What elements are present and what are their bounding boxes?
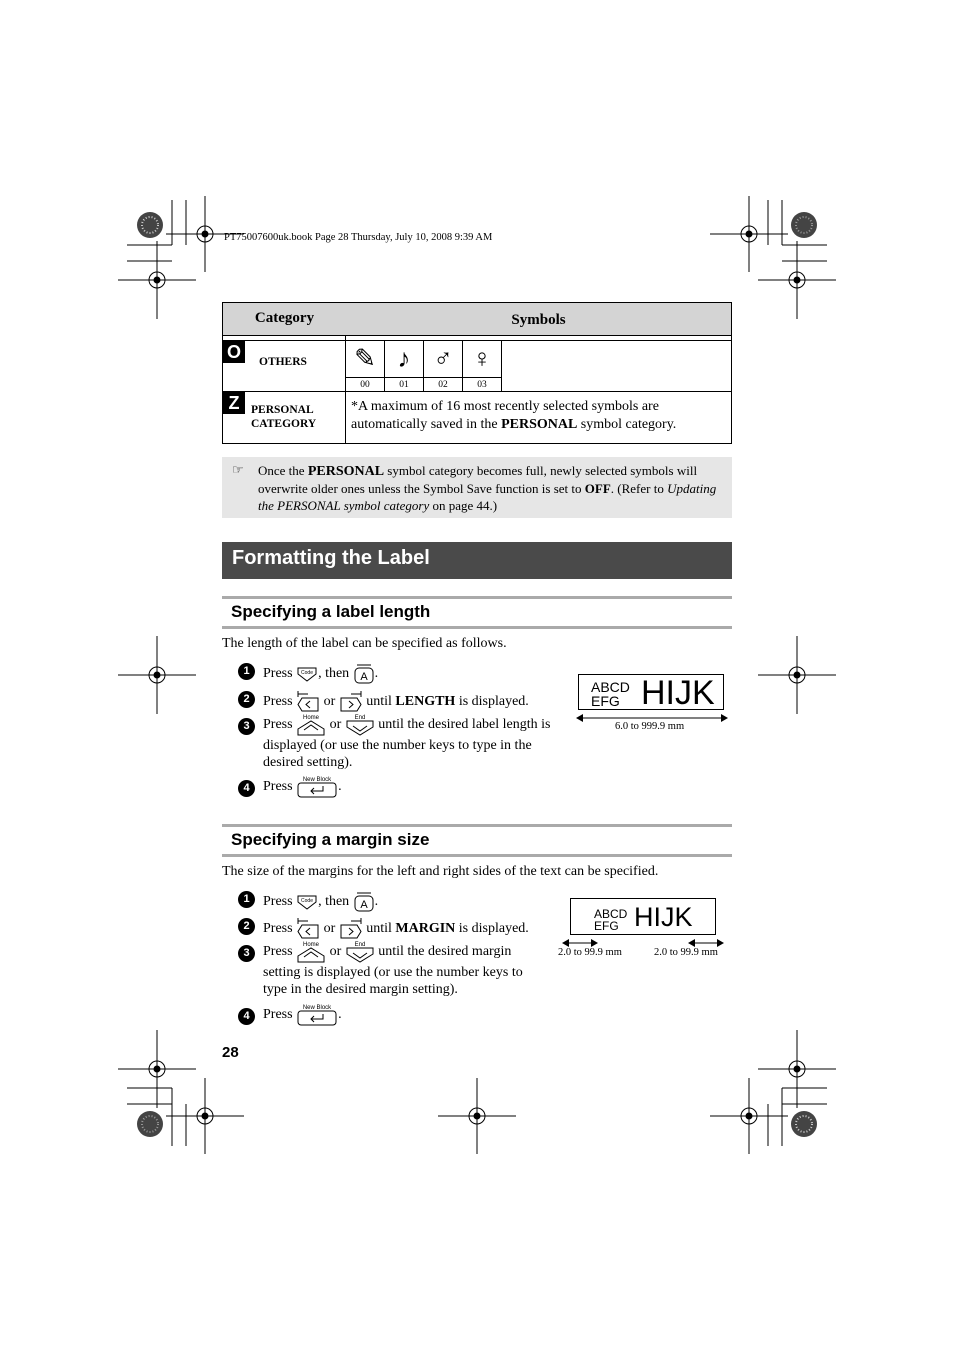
step-number: 1 [238,663,255,680]
subheading-text: Specifying a label length [231,602,431,621]
step-number: 3 [238,718,255,735]
subheading-label-length [222,596,732,629]
label-length-illustration: ABCD EFG HIJK [578,674,724,710]
svg-text:A: A [360,899,368,911]
left-margin-range-label: 2.0 to 99.9 mm [558,947,622,958]
section-title: Formatting the Label [232,547,430,569]
margin-step-3: Press Home or End until the desired margin setting is displayed (or use the number keys to type in the desired margin setting). [263,942,523,997]
subheading-margin-size [222,824,732,857]
svg-text:New Block: New Block [302,777,332,783]
margin-step-2: Press or until MARGIN is displayed. [263,918,529,940]
step-number: 2 [238,691,255,708]
svg-text:End: End [354,715,366,721]
category-name-category: CATEGORY [251,418,317,430]
up-home-key-icon [296,940,326,964]
cell-divider [423,341,424,392]
symbol-code: 03 [477,380,487,390]
margin-step-4: Press New Block . [263,1003,342,1027]
symbol-code: 02 [438,380,448,390]
category-letter-o: O [223,341,245,363]
symbol-code: 01 [399,380,409,390]
note-box [222,457,732,518]
svg-text:Home: Home [303,715,320,721]
step-number: 2 [238,918,255,935]
subheading-text: Specifying a margin size [231,830,430,849]
a-key-icon [353,663,375,685]
label-margin-illustration: ABCD EFG HIJK [570,898,716,935]
right-margin-range-label: 2.0 to 99.9 mm [654,947,718,958]
category-letter-z: Z [223,392,245,414]
enter-new-block-key-icon [296,775,338,799]
left-key-icon [296,691,320,713]
table-divider [223,391,731,392]
step-number: 4 [238,1008,255,1025]
length-step-1: Press Code , then A . [263,663,378,685]
margin-step-1: Press Code , then A . [263,891,378,913]
cell-divider [501,341,502,392]
a-key-icon [353,891,375,913]
step-number: 1 [238,891,255,908]
cell-divider [346,377,501,378]
left-key-icon [296,918,320,940]
symbol-code: 00 [360,380,370,390]
svg-text:New Block: New Block [302,1005,332,1011]
table-divider [223,335,731,336]
enter-new-block-key-icon [296,1003,338,1027]
symbol-table [222,302,732,444]
length-step-2: Press or until LENGTH is displayed. [263,691,529,713]
step-number: 3 [238,945,255,962]
cell-divider [384,341,385,392]
up-home-key-icon [296,713,326,737]
note-text: Once the PERSONAL symbol category becomes full, newly selected symbols will overwrite older ones unless the Symbol Save function is set to OFF. (Refer to Updating the PERSONAL symbol category on page 44.) [258,463,717,513]
length-step-4: Press New Block . [263,775,342,799]
down-end-key-icon [345,713,375,737]
category-header: Category [223,303,347,335]
section-title-bar [222,542,732,579]
code-key-icon [296,894,318,910]
length-intro: The length of the label can be specified as follows. [222,636,507,651]
pencil-icon: ✎ [354,344,376,373]
down-end-key-icon [345,940,375,964]
page-number: 28 [222,1044,239,1061]
step-number: 4 [238,780,255,797]
music-note-icon: ♪ [397,344,411,373]
symbols-header: Symbols [346,303,731,335]
svg-text:End: End [354,942,366,948]
code-key-icon [296,666,318,682]
svg-text:Home: Home [303,942,320,948]
svg-text:A: A [360,671,368,683]
hand-pointer-icon: ☞ [232,462,244,477]
margin-intro: The size of the margins for the left and right sides of the text can be specified. [222,864,659,879]
book-info-line: PT75007600uk.book Page 28 Thursday, July 10, 2008 9:39 AM [224,232,493,243]
right-key-icon [339,691,363,713]
length-range-label: 6.0 to 999.9 mm [615,721,685,732]
female-symbol-icon: ♀ [472,344,492,373]
category-name-others: OTHERS [259,356,307,368]
svg-text:Code: Code [301,898,314,904]
cell-divider [462,341,463,392]
length-step-3: Press Home or End until the desired label length is displayed (or use the number keys to type in the desired setting). [263,715,551,770]
male-symbol-icon: ♂ [433,344,453,373]
personal-description: *A maximum of 16 most recently selected symbols are automatically saved in the PERSONAL symbol category. [351,399,677,432]
svg-text:Code: Code [301,670,314,676]
category-name-personal: PERSONAL [251,404,314,416]
right-key-icon [339,918,363,940]
